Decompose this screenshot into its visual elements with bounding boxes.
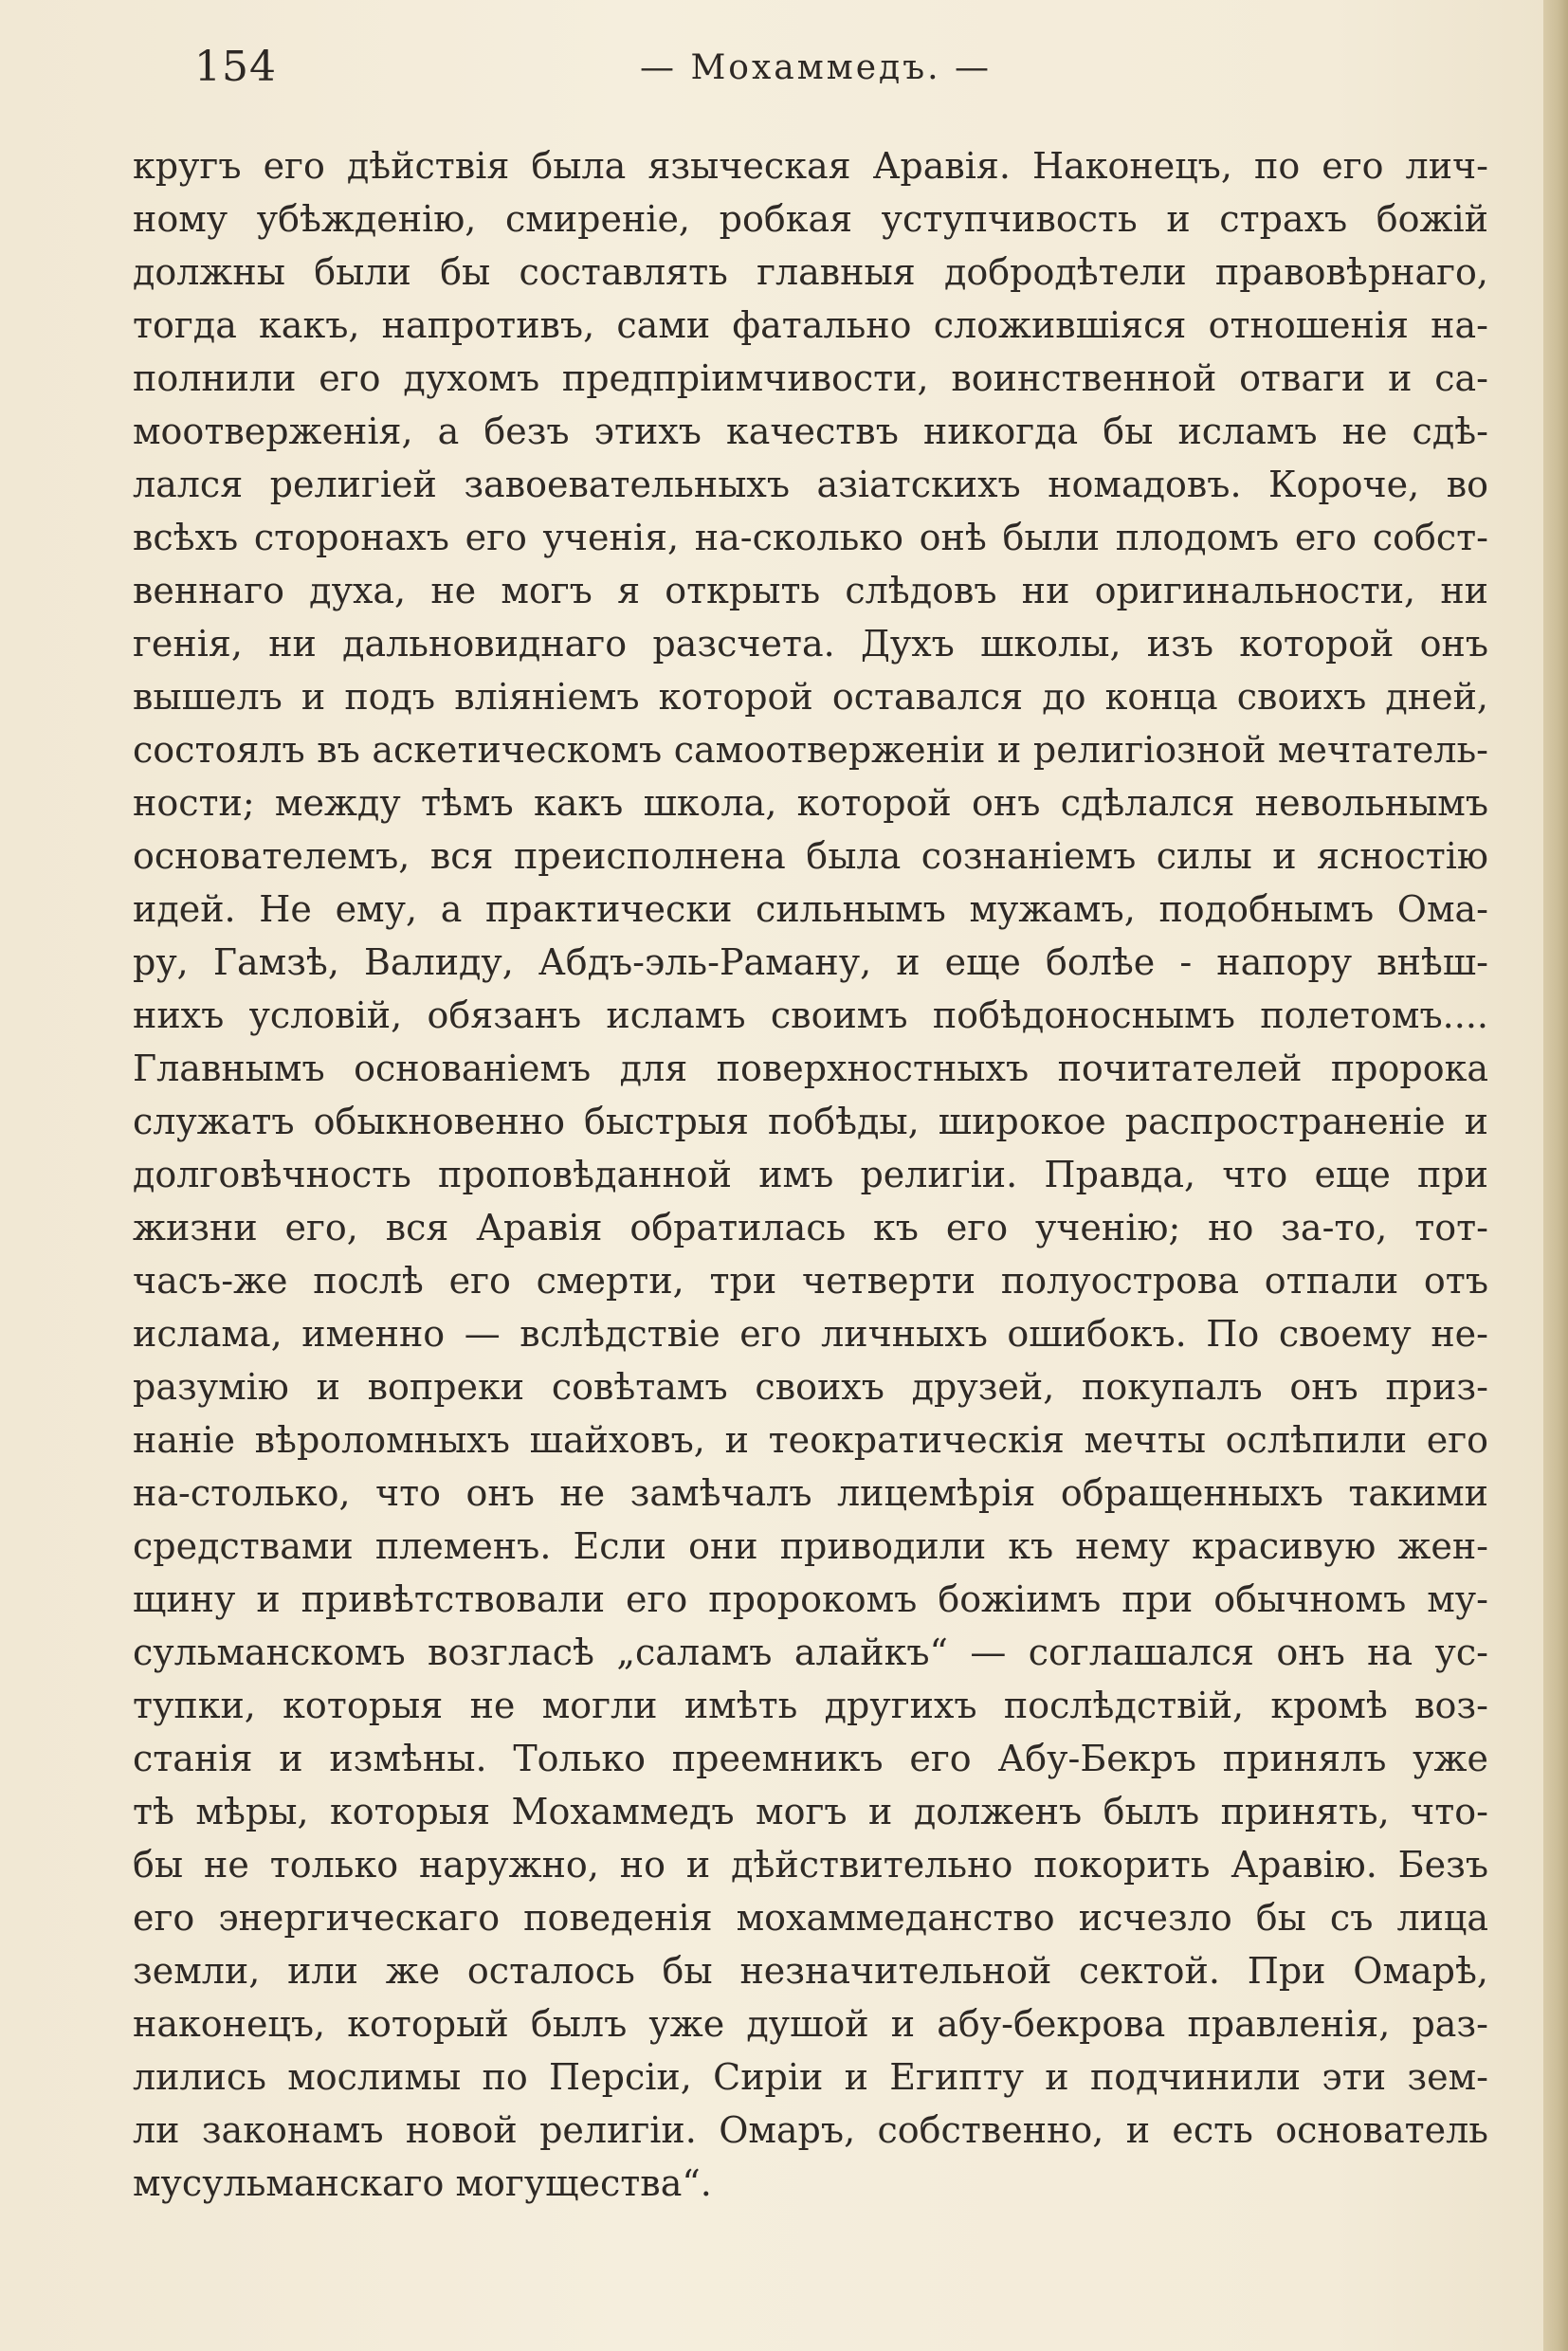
page-number: 154 [194,43,277,91]
text-line: средствами племенъ. Если они приводили къ нему красивую жен- [133,1525,1488,1567]
text-line: станія и измѣны. Только преемникъ его Абу-Бекръ принялъ уже [133,1738,1488,1779]
text-line: состоялъ въ аскетическомъ самоотверженіи и религіозной мечтатель- [133,729,1488,771]
running-title: — Мохаммедъ. — [640,48,993,87]
text-line: ности; между тѣмъ какъ школа, которой онъ сдѣлался невольнымъ [133,782,1488,824]
text-line: служатъ обыкновенно быстрыя побѣды, широкое распространеніе и [133,1101,1488,1142]
text-line: на-столько, что онъ не замѣчалъ лицемѣрія обращенныхъ такими [133,1472,1488,1514]
text-line: тупки, которыя не могли имѣть другихъ послѣдствій, кромѣ воз- [133,1685,1488,1726]
text-line: ному убѣжденію, смиреніе, робкая уступчивость и страхъ божій [133,198,1488,240]
text-line: вышелъ и подъ вліяніемъ которой оставался до конца своихъ дней, [133,676,1488,718]
text-line: тѣ мѣры, которыя Мохаммедъ могъ и долженъ былъ принять, что- [133,1791,1488,1832]
body-text [133,139,1488,2210]
text-line: бы не только наружно, но и дѣйствительно покорить Аравію. Безъ [133,1844,1488,1886]
text-line: Главнымъ основаніемъ для поверхностныхъ почитателей пророка [133,1048,1488,1089]
text-line: основателемъ, вся преисполнена была сознаніемъ силы и ясностію [133,835,1488,877]
text-line: идей. Не ему, а практически сильнымъ мужамъ, подобнымъ Ома- [133,888,1488,930]
text-line: щину и привѣтствовали его пророкомъ божіимъ при обычномъ му- [133,1578,1488,1620]
text-line: моотверженія, а безъ этихъ качествъ никогда бы исламъ не сдѣ- [133,410,1488,452]
text-line: кругъ его дѣйствія была языческая Аравія. Наконецъ, по его лич- [133,145,1488,187]
text-line: наконецъ, который былъ уже душой и абу-бекрова правленія, раз- [133,2003,1488,2045]
text-line: тогда какъ, напротивъ, сами фатально сложившіяся отношенія на- [133,304,1488,346]
text-line: нихъ условій, обязанъ исламъ своимъ побѣдоноснымъ полетомъ.... [133,994,1488,1036]
text-line: лились мослимы по Персіи, Сиріи и Египту и подчинили эти зем- [133,2056,1488,2098]
text-line: жизни его, вся Аравія обратилась къ его ученію; но за-то, тот- [133,1207,1488,1248]
text-line: наніе вѣроломныхъ шайховъ, и теократическія мечты ослѣпили его [133,1419,1488,1461]
text-line: полнили его духомъ предпріимчивости, воинственной отваги и са- [133,357,1488,399]
text-line: долговѣчность проповѣданной имъ религіи. Правда, что еще при [133,1154,1488,1195]
text-line: всѣхъ сторонахъ его ученія, на-сколько онѣ были плодомъ его собст- [133,517,1488,558]
text-line: лался религіей завоевательныхъ азіатскихъ номадовъ. Короче, во [133,464,1488,505]
text-line: его энергическаго поведенія мохаммеданство исчезло бы съ лица [133,1897,1488,1939]
text-line: ру, Гамзѣ, Валиду, Абдъ-эль-Раману, и еще болѣе - напору внѣш- [133,941,1488,983]
page-edge [1543,0,1568,2351]
text-line: ли законамъ новой религіи. Омаръ, собственно, и есть основатель [133,2109,1488,2151]
text-line: должны были бы составлять главныя добродѣтели правовѣрнаго, [133,251,1488,293]
text-line: веннаго духа, не могъ я открыть слѣдовъ ни оригинальности, ни [133,570,1488,611]
text-line: ислама, именно — вслѣдствіе его личныхъ ошибокъ. По своему не- [133,1313,1488,1355]
text-line: генія, ни дальновиднаго разсчета. Духъ школы, изъ которой онъ [133,623,1488,665]
text-line: земли, или же осталось бы незначительной сектой. При Омарѣ, [133,1950,1488,1992]
text-line: сульманскомъ возгласѣ „саламъ алайкъ“ — соглашался онъ на ус- [133,1631,1488,1673]
page-header [194,43,1237,100]
text-line: разумію и вопреки совѣтамъ своихъ друзей, покупалъ онъ приз- [133,1366,1488,1408]
text-line: часъ-же послѣ его смерти, три четверти полуострова отпали отъ [133,1260,1488,1302]
text-line-last: мусульманскаго могущества“. [133,2162,712,2204]
